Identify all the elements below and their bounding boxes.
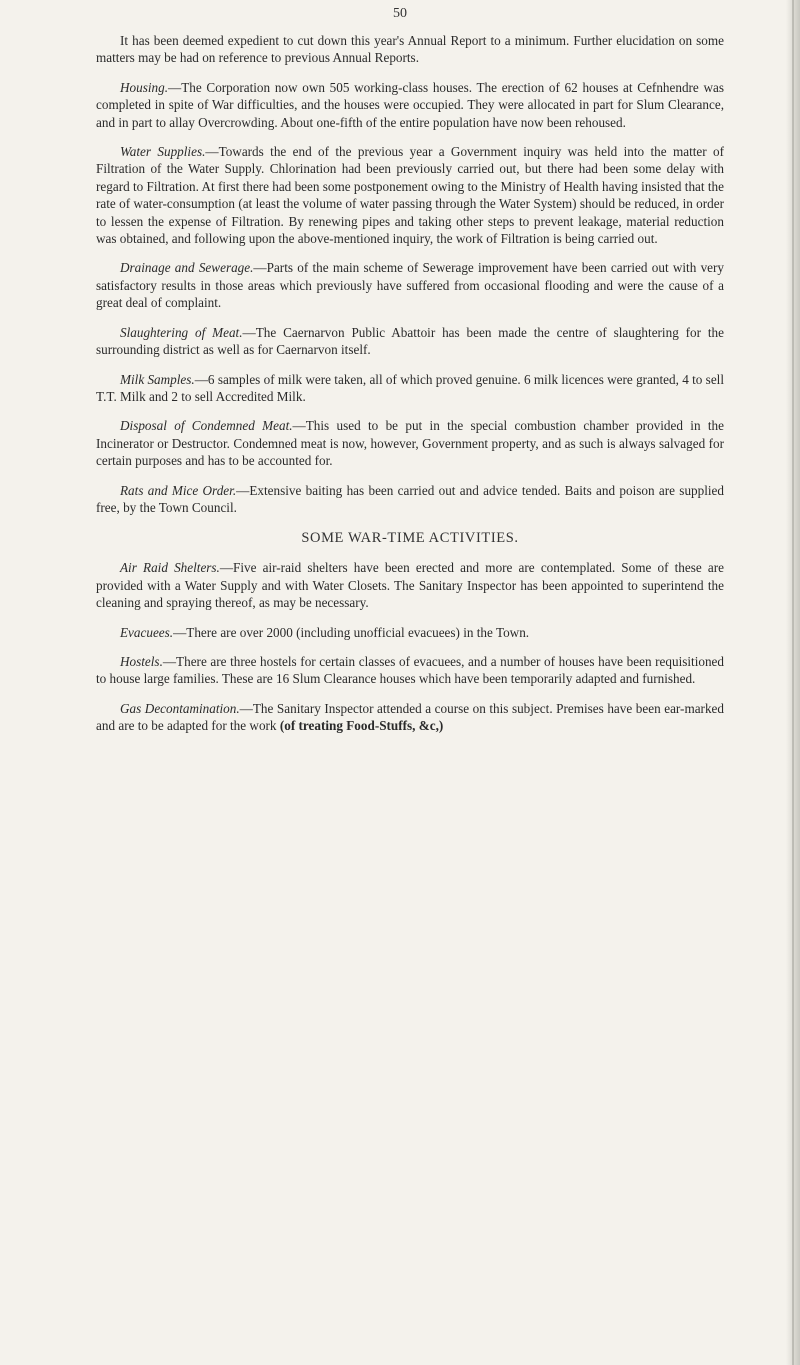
paragraph-text: —Extensive baiting has been carried out and advice tended. Baits and poison are supplied free, by the Town Council. [96, 482, 724, 515]
paragraph-lead: Slaughtering of Meat. [120, 324, 243, 340]
paragraph-lead: Housing. [120, 79, 168, 95]
paragraph-text: —The Caernarvon Public Abattoir has been made the centre of slaughtering for the surrounding district as well as for Caernarvon itself. [96, 324, 724, 358]
paragraph-lead: Drainage and Sewerage. [120, 260, 254, 276]
paragraph-text: —Towards the end of the previous year a Government inquiry was held into the matter of Filtration of the Water Supply. Chlorination had been previously carried out, but there had been some delay with regard to Filtration. At first there had been some postponement owing to the Ministry of Health having insisted that the rate of water-consumption (at least the volume of water passing through the Water System) should be reduced, in order to lessen the expense of Filtration. By renewing pipes and taking other steps to prevent leakage, material reduction was obtained, and following upon the above-mentioned inquiry, the work of Filtration is being carried out. [96, 144, 724, 247]
paragraph-lead: Rats and Mice Order. [120, 482, 237, 498]
paragraph-rats-mice [96, 482, 724, 517]
paragraph-lead: Air Raid Shelters. [120, 560, 220, 576]
paragraph-drainage [96, 259, 724, 311]
paragraph-housing [96, 79, 724, 131]
paragraph-slaughtering [96, 324, 724, 359]
paragraph-water-supplies [96, 143, 724, 247]
paragraph-milk-samples [96, 371, 724, 406]
paragraph-text: —The Sanitary Inspector attended a course on this subject. Premises have been ear-marked and are to be adapted for the work [96, 700, 724, 734]
paragraph-bold-tail: (of treating Food-Stuffs, &c,) [279, 718, 444, 734]
paragraph-text: —Parts of the main scheme of Sewerage improvement have been carried out with very satisfactory results in those areas which previously have suffered from occasional flooding and were the cause of a great deal of complaint. [96, 260, 724, 311]
paragraph-text: —Five air-raid shelters have been erected and more are contemplated. Some of these are provided with a Water Supply and with Water Closets. The Sanitary Inspector has been appointed to superintend the cleaning and spraying thereof, as may be necessary. [96, 560, 724, 611]
paragraph-lead: Gas Decontamination. [120, 700, 240, 716]
paragraph-intro [96, 32, 724, 67]
paragraph-text: —There are three hostels for certain classes of evacuees, and a number of houses have been requisitioned to house large families. These are 16 Slum Clearance houses which have been temporarily adapted and furnished. [96, 653, 724, 687]
paragraph-lead: Milk Samples. [120, 371, 195, 387]
paragraph-text: —This used to be put in the special combustion chamber provided in the Incinerator or Destructor. Condemned meat is now, however, Government property, and as such is always salvaged for certain purposes and has to be accounted for. [96, 418, 724, 469]
paragraph-text: —There are over 2000 (including unofficial evacuees) in the Town. [173, 624, 530, 640]
paragraph-hostels [96, 653, 724, 688]
paragraph-lead: Disposal of Condemned Meat. [120, 418, 293, 434]
section-heading: SOME WAR-TIME ACTIVITIES. [301, 530, 519, 547]
page-edge-line [792, 0, 794, 1365]
paragraph-lead: Evacuees. [120, 624, 174, 640]
paragraph-text: It has been deemed expedient to cut down this year's Annual Report to a minimum. Further elucidation on some matters may be had on reference to previous Annual Reports. [96, 33, 724, 66]
paragraph-text: —6 samples of milk were taken, all of which proved genuine. 6 milk licences were granted, 4 to sell T.T. Milk and 2 to sell Accredited Milk. [96, 371, 724, 404]
paragraph-evacuees [96, 624, 724, 641]
paragraph-air-raid-shelters [96, 559, 724, 611]
paragraph-condemned-meat [96, 417, 724, 469]
paragraph-gas-decontamination [96, 700, 724, 735]
paragraph-text: —The Corporation now own 505 working-class houses. The erection of 62 houses at Cefnhendre was completed in spite of War difficulties, and the houses were occupied. They were allocated in part for Slum Clearance, and in part to allay Overcrowding. About one-fifth of the entire population have now been rehoused. [96, 79, 724, 130]
report-body [96, 32, 724, 747]
paragraph-lead: Hostels. [120, 653, 163, 669]
paragraph-lead: Water Supplies. [120, 144, 206, 160]
page-number: 50 [393, 6, 407, 21]
